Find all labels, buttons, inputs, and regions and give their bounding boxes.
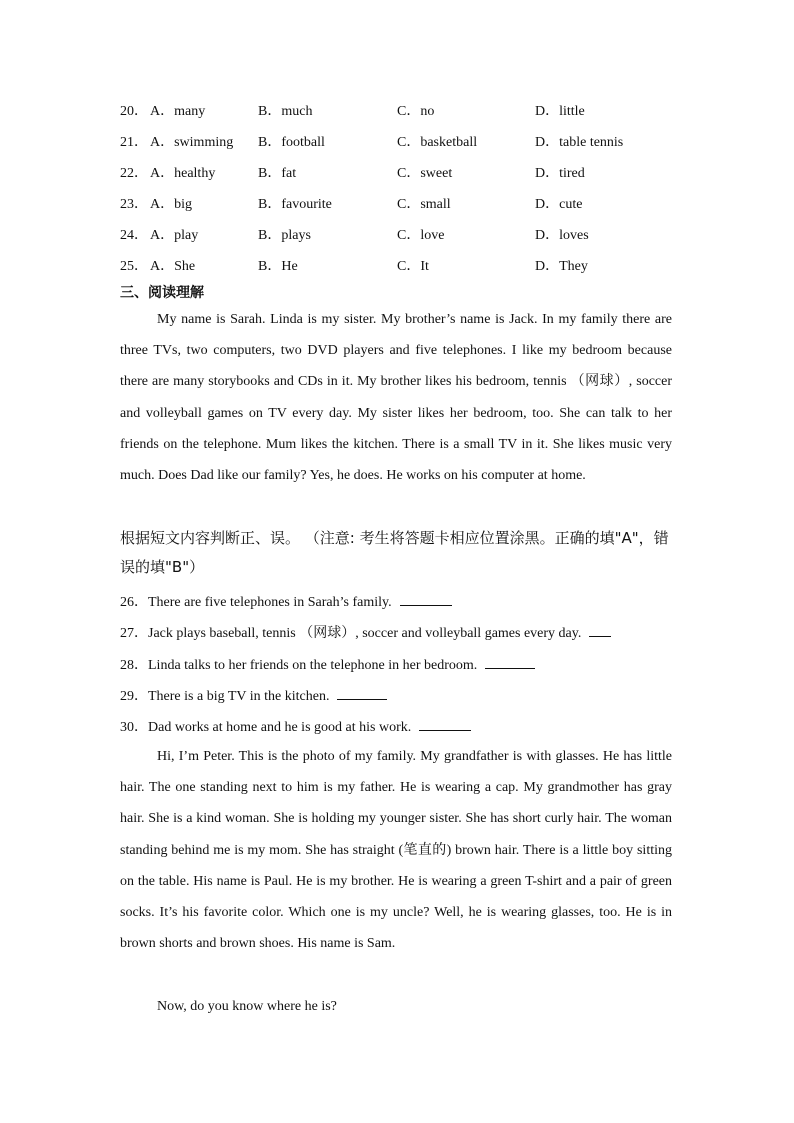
- option-b: B．fat: [258, 166, 297, 181]
- option-row-23: [120, 195, 680, 215]
- option-c: C．sweet: [397, 166, 453, 181]
- option-d: D．They: [535, 259, 588, 274]
- answer-blank[interactable]: [400, 590, 452, 606]
- option-row-21: [120, 133, 680, 153]
- question-number: 21．: [120, 135, 148, 150]
- answer-blank[interactable]: [485, 653, 535, 669]
- question-28: [120, 653, 535, 675]
- answer-blank[interactable]: [419, 715, 471, 731]
- question-number: 23．: [120, 197, 148, 212]
- option-a: A．swimming: [150, 135, 234, 150]
- option-c: C．love: [397, 228, 445, 243]
- option-c: C．no: [397, 104, 435, 119]
- option-d: D．table tennis: [535, 135, 624, 150]
- option-c: C．It: [397, 259, 429, 274]
- option-d: D．cute: [535, 197, 583, 212]
- option-row-22: [120, 164, 680, 184]
- option-row-25: [120, 257, 680, 277]
- option-b: B．He: [258, 259, 298, 274]
- instruction-text: 根据短文内容判断正、误。 （注意: 考生将答题卡相应位置涂黑。正确的填"A"，错误的填"B"）: [120, 529, 669, 576]
- option-d: D．little: [535, 104, 585, 119]
- option-a: A．healthy: [150, 166, 216, 181]
- option-a: A．She: [150, 259, 196, 274]
- option-b: B．much: [258, 104, 313, 119]
- answer-blank[interactable]: [589, 621, 611, 637]
- question-number: 24．: [120, 228, 148, 243]
- question-30: [120, 715, 471, 737]
- closing-line: Now, do you know where he is?: [157, 999, 337, 1014]
- option-b: B．favourite: [258, 197, 332, 212]
- option-a: A．play: [150, 228, 199, 243]
- option-d: D．loves: [535, 228, 589, 243]
- option-a: A．many: [150, 104, 206, 119]
- question-text: 26．There are five telephones in Sarah’s family.: [120, 595, 392, 610]
- option-c: C．small: [397, 197, 451, 212]
- question-text: 28．Linda talks to her friends on the telephone in her bedroom.: [120, 658, 478, 673]
- question-text: 30．Dad works at home and he is good at his work.: [120, 720, 412, 735]
- option-c: C．basketball: [397, 135, 478, 150]
- reading-passage-1: My name is Sarah. Linda is my sister. My brother’s name is Jack. In my family there are three TVs, two computers, two DVD players and five telephones. I like my bedroom because there are many storybooks and CDs in it. My brother likes his bedroom, tennis （网球）, soccer and volleyball games on TV every day. My sister likes her bedroom, too. She can talk to her friends on the telephone. Mum likes the kitchen. There is a small TV in it. She likes music very much. Does Dad like our family? Yes, he does. He works on his computer at home.: [120, 312, 672, 484]
- option-b: B．football: [258, 135, 325, 150]
- question-27: [120, 621, 611, 643]
- question-29: [120, 684, 387, 706]
- question-text: 29．There is a big TV in the kitchen.: [120, 689, 330, 704]
- option-d: D．tired: [535, 166, 585, 181]
- question-number: 20．: [120, 104, 148, 119]
- question-number: 22．: [120, 166, 148, 181]
- question-26: [120, 590, 452, 612]
- answer-blank[interactable]: [337, 684, 387, 700]
- reading-passage-2: Hi, I’m Peter. This is the photo of my family. My grandfather is with glasses. He has little hair. The one standing next to him is my father. He is wearing a cap. My grandmother has gray hair. She is a kind woman. She is holding my younger sister. She has short curly hair. The woman standing behind me is my mom. She has straight (笔直的) brown hair. There is a little boy sitting on the table. His name is Paul. He is my brother. He is wearing a green T-shirt and a pair of green socks. It’s his favorite color. Which one is my uncle? Well, he is wearing glasses, too. He is in brown shorts and brown shoes. His name is Sam.: [120, 749, 672, 952]
- option-b: B．plays: [258, 228, 311, 243]
- question-text: 27．Jack plays baseball, tennis （网球）, soccer and volleyball games every day.: [120, 626, 582, 641]
- option-a: A．big: [150, 197, 192, 212]
- question-number: 25．: [120, 259, 148, 274]
- option-row-24: [120, 226, 680, 246]
- section-heading: 三、阅读理解: [120, 285, 204, 301]
- option-row-20: [120, 102, 680, 122]
